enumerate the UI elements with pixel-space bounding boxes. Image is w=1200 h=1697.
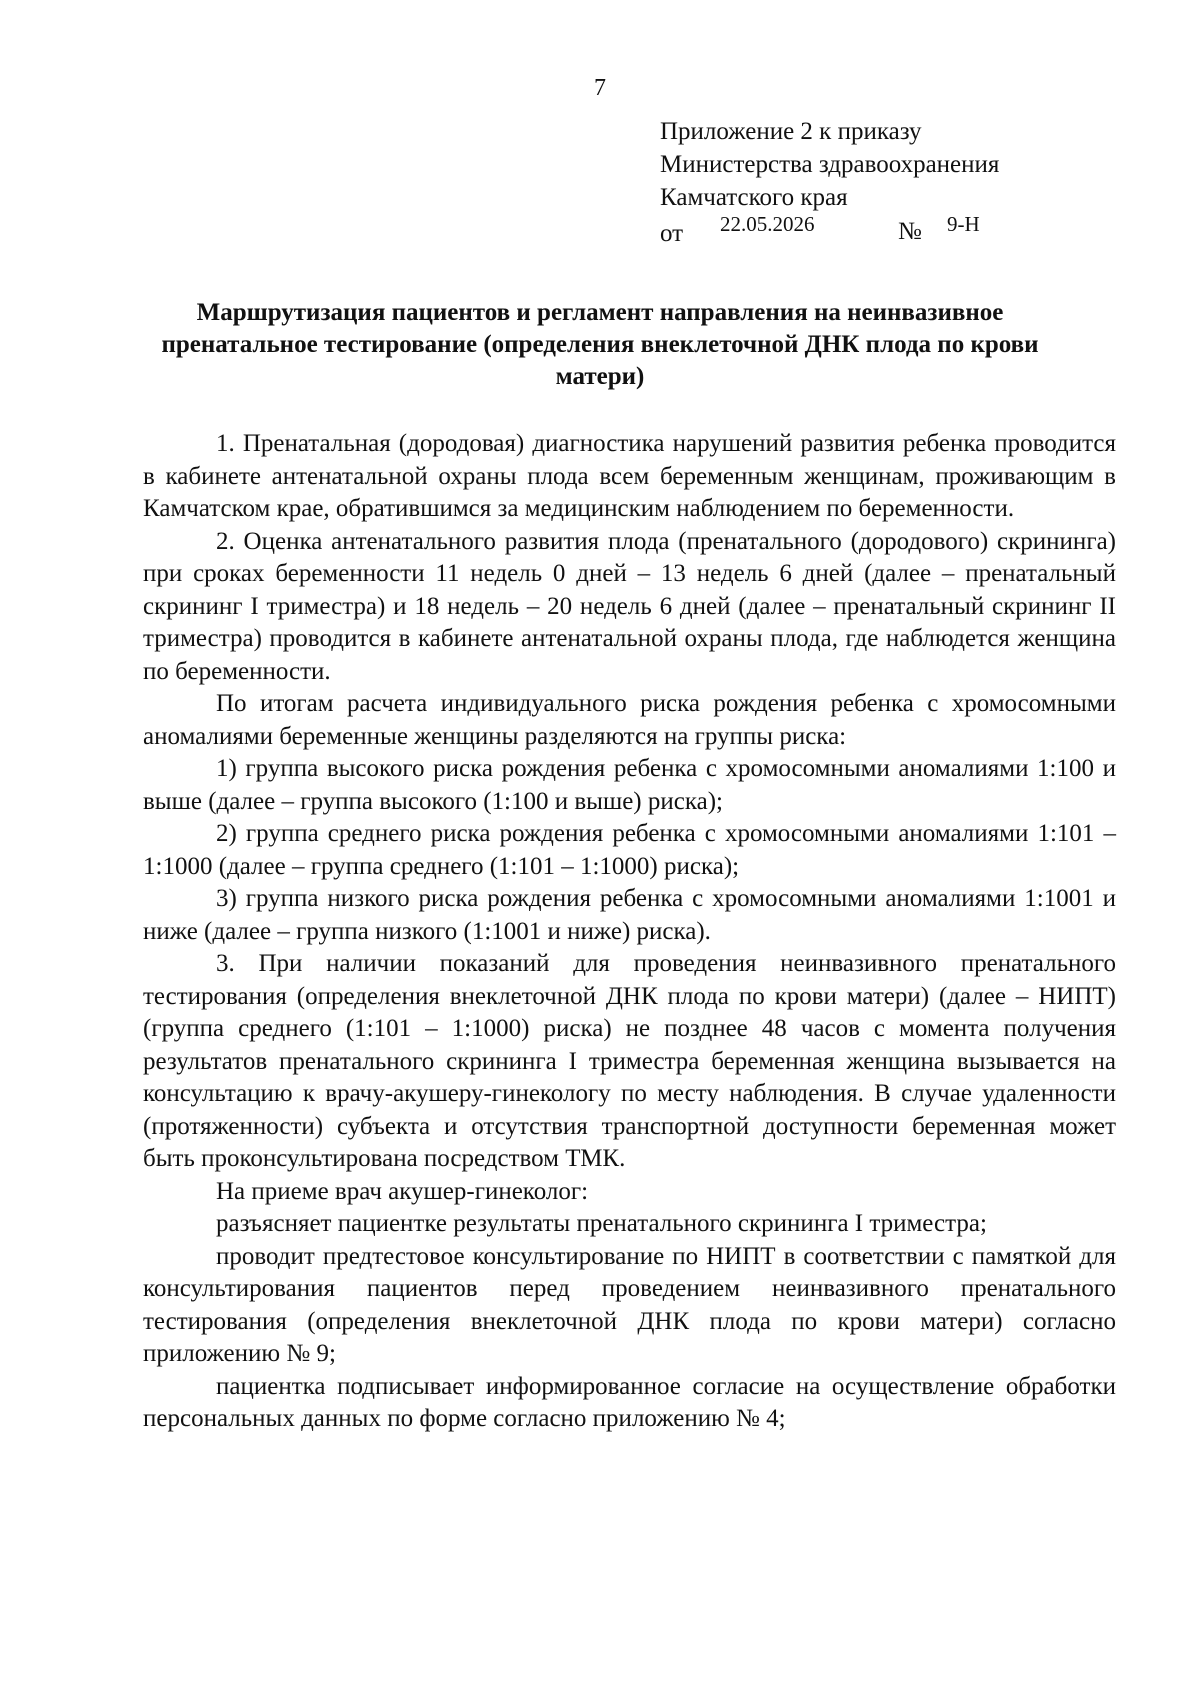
- appointment-item: разъясняет пациентке результаты пренатального скрининга I триместра;: [216, 1210, 987, 1237]
- order-number: 9-Н: [947, 212, 980, 236]
- approval-block: [660, 115, 1080, 247]
- number-label: №: [898, 218, 922, 245]
- paragraph-2: 2. Оценка антенатального развития плода (пренатального (дородового) скрининга) при сроках беременности 11 недель 0 дней – 13 недель 6 дней (далее – пренатальный скрининг I триместра) и 18 недель – 20 недель 6 дней (далее – пренатальный скрининг II триместра) проводится в кабинете антенатальной охраны плода, где наблюдется женщина по беременности.: [143, 527, 1116, 685]
- paragraph-1: 1. Пренатальная (дородовая) диагностика нарушений развития ребенка проводится в кабинете антенатальной охраны плода всем беременным женщинам, проживающим в Камчатском крае, обратившимся за медицинским наблюдением по беременности.: [143, 430, 1116, 522]
- page-number: 7: [594, 75, 606, 101]
- appointment-item: проводит предтестовое консультирование по НИПТ в соответствии с памяткой для консультирования пациентов перед проведением неинвазивного пренатального тестирования (определения внеклеточной ДНК плода по крови матери) согласно приложению № 9;: [143, 1242, 1116, 1367]
- from-label: от: [660, 220, 684, 247]
- approval-line: Камчатского края: [660, 184, 848, 211]
- paragraph-risk-groups-intro: По итогам расчета индивидуального риска рождения ребенка с хромосомными аномалиями беременные женщины разделяются на группы риска:: [143, 690, 1116, 750]
- document-title: Маршрутизация пациентов и регламент направления на неинвазивное пренатальное тестирование (определения внеклеточной ДНК плода по крови матери): [161, 299, 1039, 390]
- risk-group-low: 3) группа низкого риска рождения ребенка с хромосомными аномалиями 1:1001 и ниже (далее – группа низкого (1:1001 и ниже) риска).: [143, 885, 1116, 945]
- paragraph-appointment-intro: На приеме врач акушер-гинеколог:: [216, 1177, 589, 1205]
- document-body: [143, 428, 1116, 1436]
- risk-group-high: 1) группа высокого риска рождения ребенка с хромосомными аномалиями 1:100 и выше (далее – группа высокого (1:100 и выше) риска);: [143, 755, 1116, 815]
- order-date: 22.05.2026: [720, 212, 815, 236]
- approval-line: Приложение 2 к приказу: [660, 118, 922, 145]
- order-date-number-row: [660, 214, 1080, 247]
- appointment-item: пациентка подписывает информированное согласие на осуществление обработки персональных данных по форме согласно приложению № 4;: [143, 1372, 1116, 1432]
- paragraph-3: 3. При наличии показаний для проведения неинвазивного пренатального тестирования (определения внеклеточной ДНК плода по крови матери) (далее – НИПТ) (группа среднего (1:101 – 1:1000) риска) не позднее 48 часов с момента получения результатов пренатального скрининга I триместра беременная женщина вызывается на консультацию к врачу-акушеру-гинекологу по месту наблюдения. В случае удаленности (протяженности) субъекта и отсутствия транспортной доступности беременная может быть проконсультирована посредством ТМК.: [143, 950, 1116, 1172]
- risk-group-medium: 2) группа среднего риска рождения ребенка с хромосомными аномалиями 1:101 – 1:1000 (далее – группа среднего (1:101 – 1:1000) риска);: [143, 820, 1116, 880]
- approval-line: Министерства здравоохранения: [660, 151, 1000, 178]
